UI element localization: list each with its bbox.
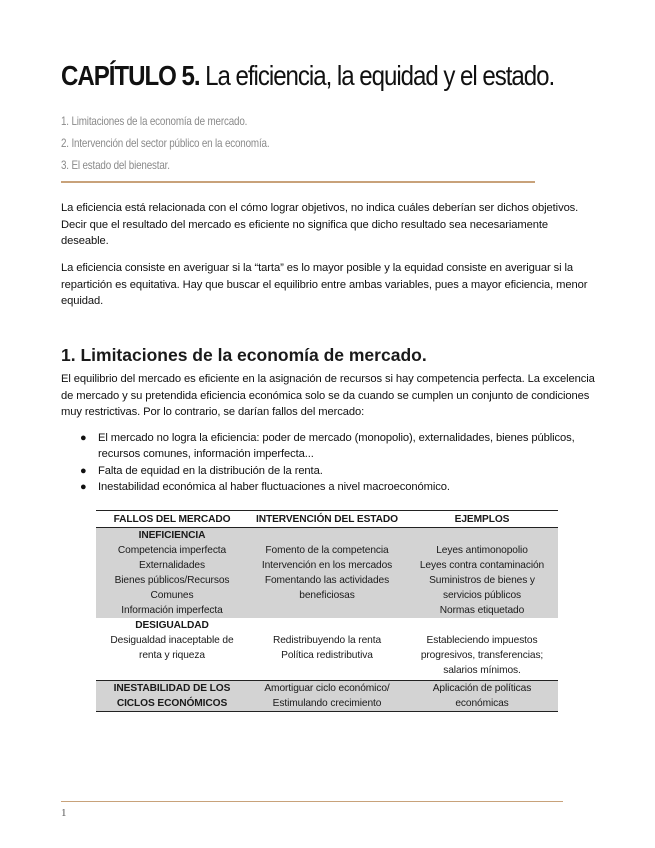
table-header-row [96,511,558,528]
table-cell: Aplicación de políticas económicas [406,681,558,712]
section-heading: 1. Limitaciones de la economía de mercado. [61,345,427,365]
table-cell: Redistribuyendo la renta Política redistributiva [272,635,382,661]
toc-item: 2. Intervención del sector público en la economía. [61,136,270,150]
list-item: ● Falta de equidad en la distribución de la renta. [78,463,588,479]
table-header-cell: EJEMPLOS [406,511,558,528]
bullet-list [78,430,588,496]
table-subheading: INEFICIENCIA [96,528,248,544]
table-cell: Fomento de la competencia Intervención en los mercados Fomentando las actividades beneficiosas [248,543,406,618]
bullet-icon: ● [80,481,87,494]
toc-item: 1. Limitaciones de la economía de mercado. [61,114,248,128]
bullet-icon: ● [80,432,87,444]
table-cell: INESTABILIDAD DE LOS CICLOS ECONÓMICOS [96,681,248,712]
chapter-title [61,60,560,92]
table-row [96,543,558,618]
market-failures-table [96,510,558,712]
list-item: ● Inestabilidad económica al haber fluctuaciones a nivel macroeconómico. [78,479,588,495]
table-row [96,528,558,544]
list-item: ● El mercado no logra la eficiencia: poder de mercado (monopolio), externalidades, bienes públicos, recursos comunes, información imperfecta... [80,432,575,461]
table-cell: Estableciendo impuestos progresivos, transferencias; salarios mínimos. [420,635,544,676]
table-header-cell: FALLOS DEL MERCADO [96,511,248,528]
table-header-cell: INTERVENCIÓN DEL ESTADO [248,511,406,528]
table-of-contents [61,110,315,176]
table-row [96,618,558,633]
intro-paragraph-2: La eficiencia consiste en averiguar si la “tarta” es lo mayor posible y la equidad consiste en averiguar si la repartición es equitativa. Hay que buscar el equilibrio entre ambas variables, pues a mayor eficiencia, menor equidad. [61,262,588,308]
table-cell: Amortiguar ciclo económico/ Estimulando crecimiento [248,681,406,712]
table-cell: Leyes antimonopolio Leyes contra contaminación Suministros de bienes y servicios públicos Normas etiquetado [406,543,558,618]
section-paragraph: El equilibrio del mercado es eficiente en la asignación de recursos si hay competencia perfecta. La excelencia de mercado y su pretendida eficiencia económica solo se da cuando se cumplen un conjunto de condiciones muy restrictivas. Por lo contrario, se darían fallos del mercado: [61,373,595,419]
page-number: 1 [61,807,67,819]
chapter-subtitle: La eficiencia, la equidad y el estado. [199,60,555,91]
bullet-icon: ● [80,464,87,477]
footer-divider [61,801,563,802]
chapter-label: CAPÍTULO 5. [61,60,200,91]
table-cell: Desigualdad inaceptable de renta y riqueza [110,635,234,661]
table-row [96,681,558,712]
table-subheading: DESIGUALDAD [135,620,209,631]
intro-paragraph-1: La eficiencia está relacionada con el cómo lograr objetivos, no indica cuáles deberían ser dichos objetivos. Decir que el resultado del mercado es eficiente no significa que dicho resultado sea necesariamente deseable. [61,202,579,248]
table-cell: Competencia imperfecta Externalidades Bienes públicos/Recursos Comunes Información imperfecta [96,543,248,618]
header-divider [61,181,535,183]
toc-item: 3. El estado del bienestar. [61,158,170,172]
table-row [96,633,558,681]
